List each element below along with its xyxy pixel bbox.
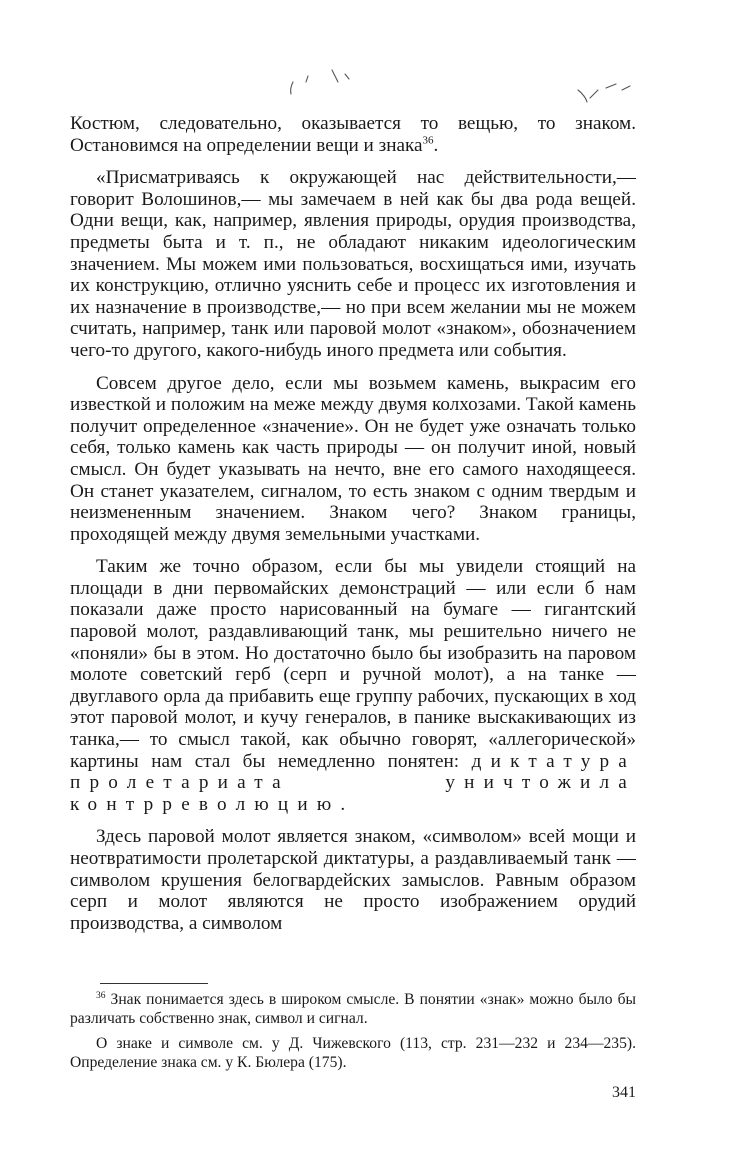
pencil-mark <box>622 86 630 90</box>
book-page <box>70 0 640 1160</box>
paragraph-5: Здесь паровой молот является знаком, «символом» всей мощи и неотвратимости пролетарской диктатуры, а раздавливаемый танк — символом крушения белогвардейских замыслов. Равным образом серп и молот являются не просто изображением орудий производства, а символом <box>70 826 636 934</box>
footnote-36 <box>70 990 636 1028</box>
paragraph-punctuation: . <box>433 134 439 156</box>
main-text <box>70 113 636 934</box>
footnote-reference[interactable]: 36 <box>422 134 434 147</box>
footnotes <box>70 990 636 1072</box>
paragraph-1 <box>70 113 636 156</box>
footnote-marker: 36 <box>96 990 106 1001</box>
footnote-separator <box>100 983 208 984</box>
pencil-mark <box>590 90 598 98</box>
paragraph-2: «Присматриваясь к окружающей нас действительности,— говорит Волошинов,— мы замечаем в ней как бы два рода вещей. Одни вещи, как, например, явления природы, орудия производства, предметы быта и т. п., не обладают никаким идеологическим значением. Мы можем ими пользоваться, восхищаться ими, изучать их конструкцию, отлично уяснить себе и процесс их изготовления и их назначение в производстве,— но при всем желании мы не можем считать, например, танк или паровой молот «знаком», обозначением чего-то другого, какого-нибудь иного предмета или события. <box>70 167 636 361</box>
pencil-mark <box>332 70 338 82</box>
emphasized-spaced-text: диктатура пролетариата уничтожила контрреволюцию. <box>70 750 637 815</box>
pencil-annotation-marks <box>260 60 640 115</box>
footnote-continuation: О знаке и символе см. у Д. Чижевского (113, стр. 231—232 и 234—235). Определение знака см. у К. Бюлера (175). <box>70 1035 636 1071</box>
paragraph-4 <box>70 556 636 815</box>
pencil-mark <box>306 76 308 82</box>
pencil-mark <box>578 90 587 102</box>
paragraph-text: Костюм, следовательно, оказывается то вещью, то знаком. Остановимся на определении вещи и знака <box>70 113 636 156</box>
pencil-mark <box>606 84 616 88</box>
page-number: 341 <box>612 1084 636 1101</box>
paragraph-text: Таким же точно образом, если бы мы увидели стоящий на площади в дни первомайских демонстраций — или если б нам показали даже просто нарисованный на бумаге — гигантский паровой молот, раздавливающий танк, мы решительно ничего не «поняли» бы в этом. Но достаточно было бы изобразить на паровом молоте советский герб (серп и ручной молот), а на танке — двуглавого орла да прибавить еще группу рабочих, пускающих в ход этот паровой молот, и кучу генералов, в панике выскакивающих из танка,— то смысл такой, как обычно говорят, «аллегорической» картины нам стал бы немедленно понятен: <box>70 556 636 772</box>
pencil-mark <box>345 74 349 79</box>
paragraph-3: Совсем другое дело, если мы возьмем камень, выкрасим его известкой и положим на меже между двумя колхозами. Такой камень получит определенное «значение». Он не будет уже означать только себя, только камень как часть природы — он получит иной, новый смысл. Он будет указывать на нечто, вне его самого находящееся. Он станет указателем, сигналом, то есть знаком с одним твердым и неизмененным значением. Знаком чего? Знаком границы, проходящей между двумя земельными участками. <box>70 372 636 545</box>
footnote-text: Знак понимается здесь в широком смысле. В понятии «знак» можно было бы различать собственно знак, символ и сигнал. <box>70 991 636 1027</box>
pencil-mark <box>291 82 293 94</box>
